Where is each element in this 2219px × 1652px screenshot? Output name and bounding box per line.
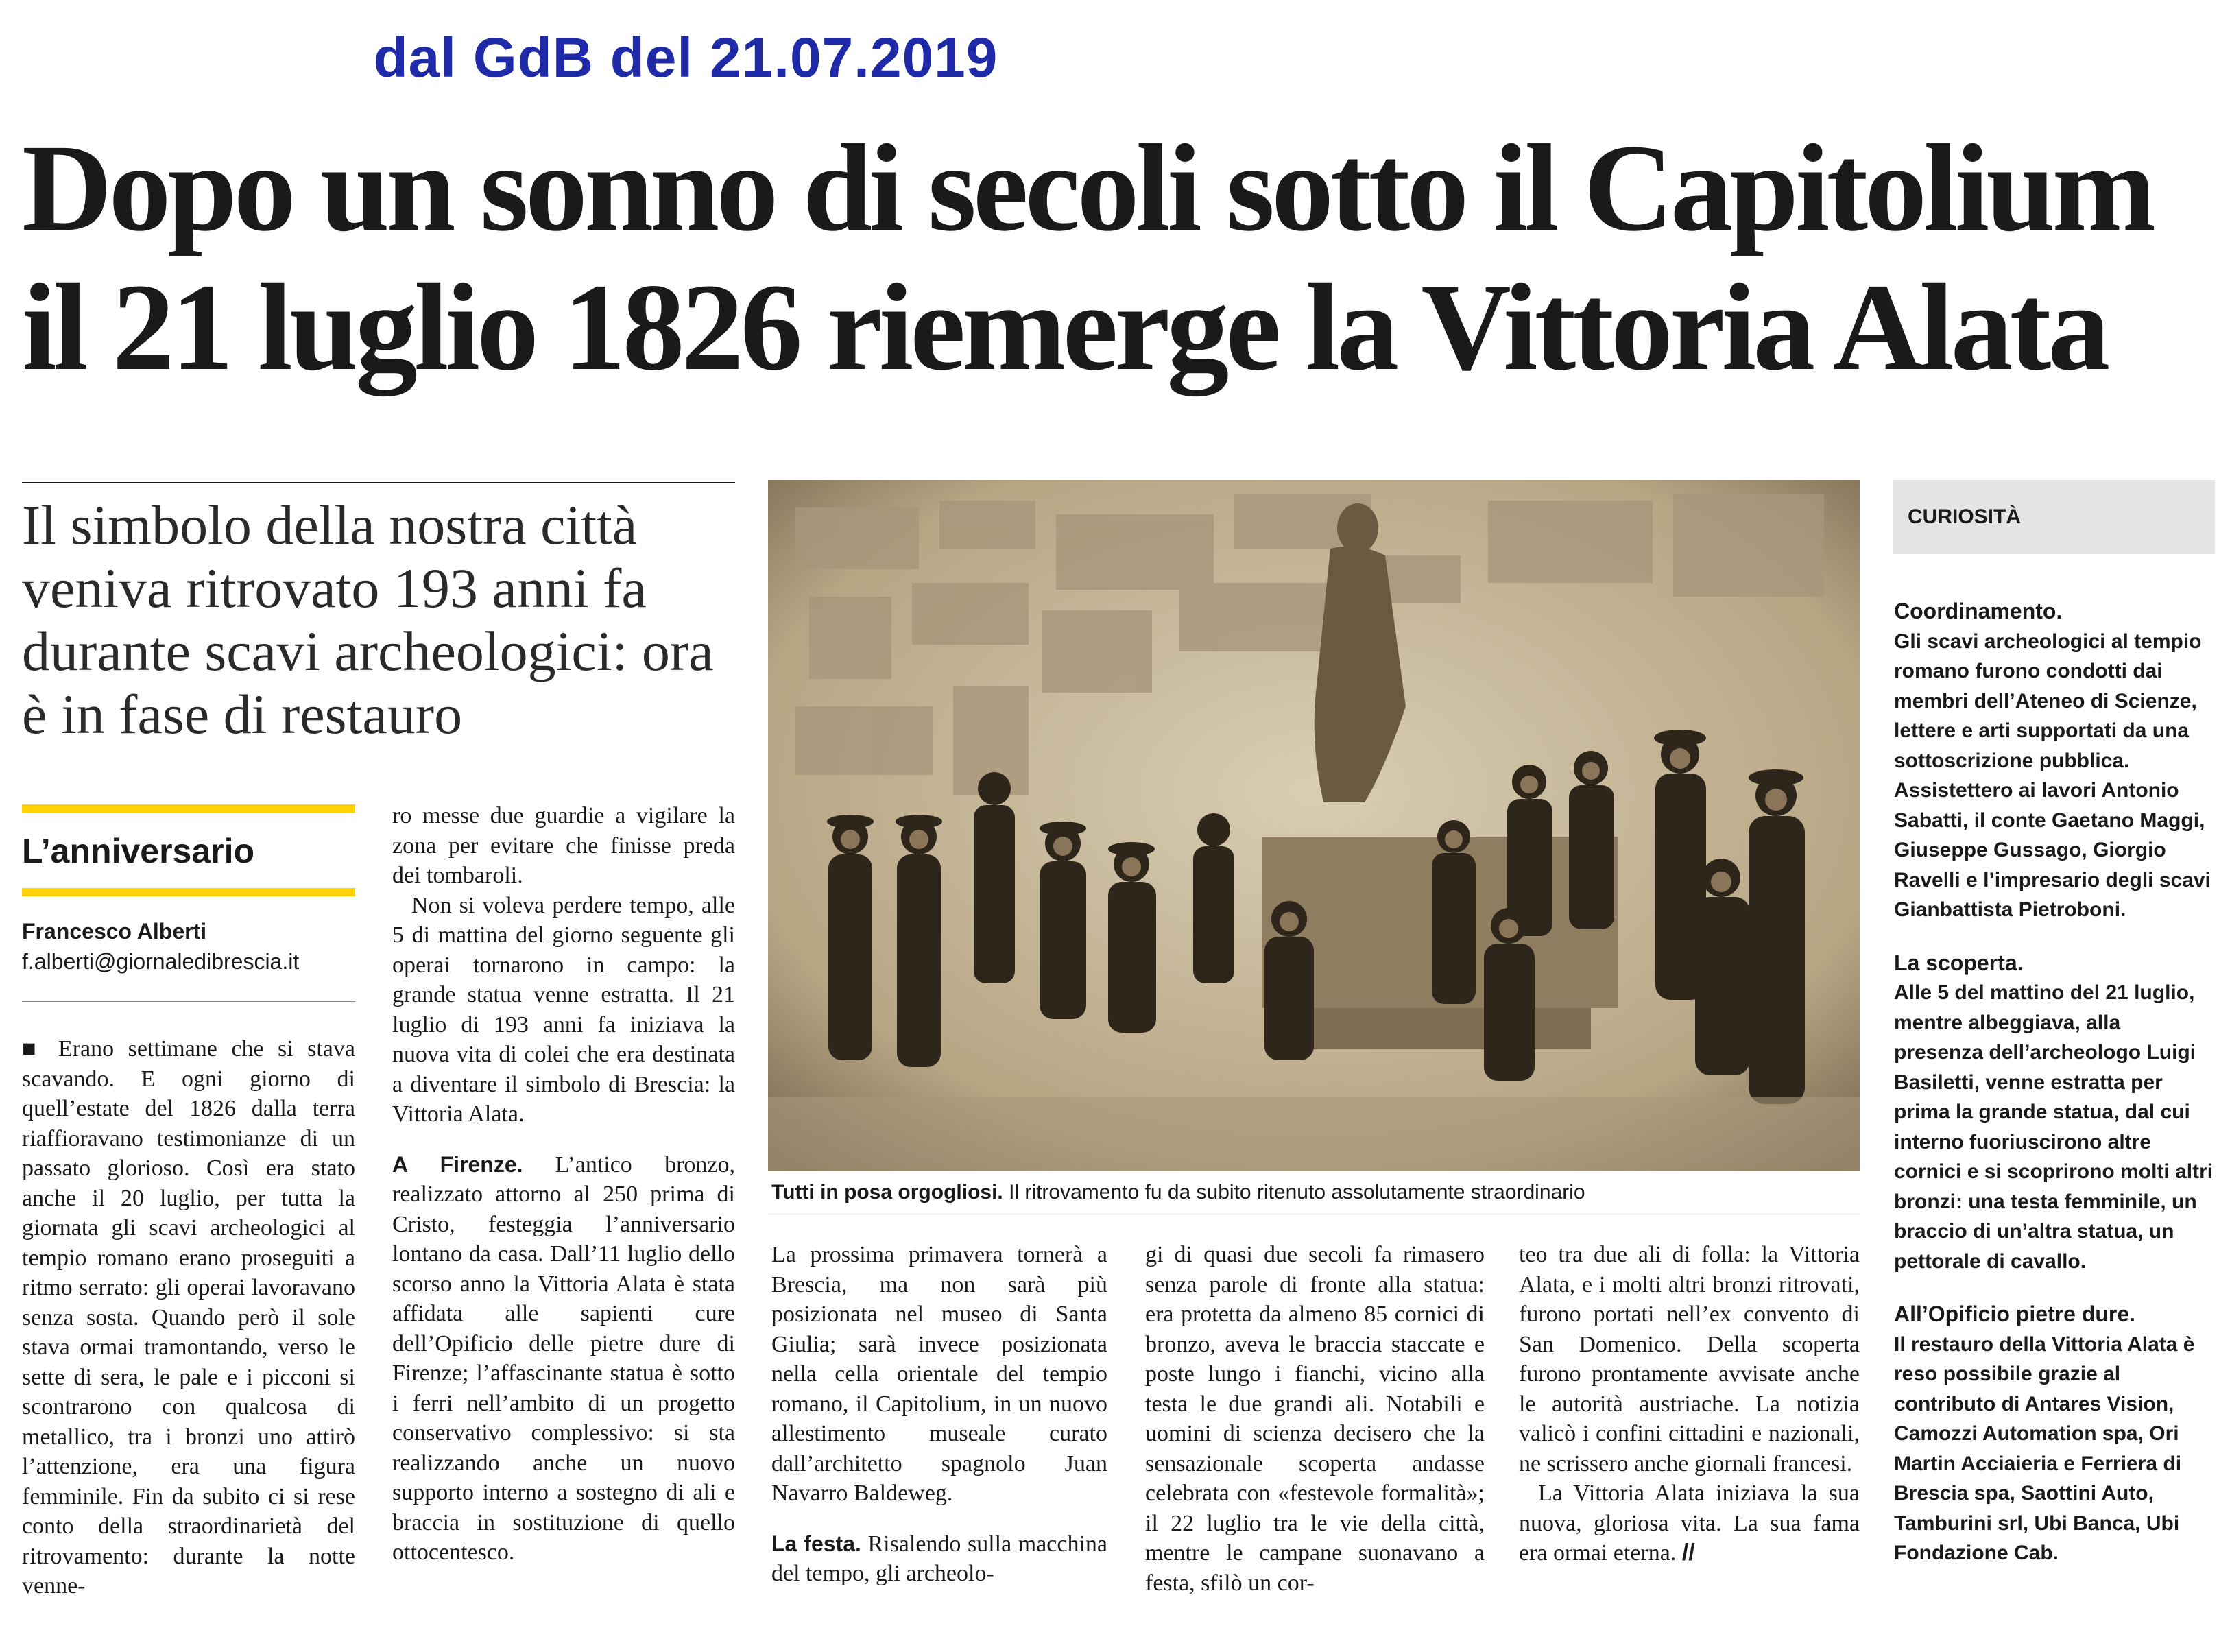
paragraph: ro messe due guardie a vigilare la zona per evitare che finisse preda dei tombaroli.	[392, 803, 735, 888]
paragraph	[392, 1150, 735, 1568]
article-column-5	[1519, 1240, 1860, 1568]
paragraph-lead: A Firenze.	[392, 1151, 523, 1177]
photo-caption	[771, 1181, 1585, 1204]
sidebar-item-text: Alle 5 del mattino del 21 luglio, mentre albeggiava, alla presenza dell’archeologo Luigi Basiletti, venne estratta per prima la grande statua, dal cui interno fuoriuscirono altre cornici e si scoprirono molti altri bronzi: una testa femminile, un braccio di un’altra statua, un pettorale di cavallo.	[1894, 981, 2214, 1273]
paragraph	[771, 1529, 1107, 1589]
paragraph: Non si voleva perdere tempo, alle 5 di mattina del giorno seguente gli operai tornarono in campo: la grande statua venne estratta. Il 21 luglio di 193 anni fa iniziava la nuova vita di colei che era destinata a diventare il simbolo di Brescia: la Vittoria Alata.	[392, 892, 735, 1127]
sidebar-item-title: La scoperta.	[1894, 950, 2024, 975]
paragraph-lead: La festa.	[771, 1531, 861, 1556]
article-column-3	[771, 1240, 1107, 1589]
paragraph-marker: ■	[22, 1036, 45, 1062]
subheadline: Il simbolo della nostra città veniva ritrovato 193 anni fa durante scavi archeologici: ora è in fase di restauro	[22, 494, 714, 745]
photo-illustration	[768, 480, 1860, 1171]
paragraph	[22, 1034, 355, 1601]
headline-line-1: Dopo un sonno di secoli sotto il Capitolium	[22, 119, 2153, 257]
paragraph: teo tra due ali di folla: la Vittoria Alata, e i molti altri bronzi ritrovati, furono portati nell’ex convento di San Domenico. Della scoperta furono prontamente avvisate anche le autorità austriache. La notizia valicò i confini cittadini e nazionali, ne scrissero anche giornali francesi.	[1519, 1242, 1860, 1476]
headline-line-2: il 21 luglio 1826 riemerge la Vittoria Alata	[22, 259, 2107, 396]
article-column-4	[1145, 1240, 1485, 1598]
author-email: f.alberti@giornaledibrescia.it	[22, 949, 300, 974]
end-mark: //	[1681, 1540, 1695, 1566]
source-line: dal GdB del 21.07.2019	[373, 27, 998, 89]
section-rule-bottom	[22, 888, 355, 896]
paragraph: gi di quasi due secoli fa rimasero senza parole di fronte alla statua: era protetta da almeno 85 cornici di bronzo, aveva le braccia staccate e poste lungo i fianchi, vicino alla testa le due grandi ali. Notabili e uomini di scienza decisero che la sensazionale scoperta andasse celebrata con «festevole formalità»; il 22 luglio tra le vie della città, mentre le campane suonavano a festa, sfilò un cor-	[1145, 1242, 1485, 1596]
paragraph	[1519, 1479, 1860, 1568]
sidebar-item-title: All’Opificio pietre dure.	[1894, 1302, 2136, 1326]
historic-group-photo	[768, 480, 1860, 1171]
article-column-2	[392, 801, 735, 1568]
byline-rule	[22, 1001, 355, 1002]
subhead-rule	[22, 482, 735, 483]
paragraph-text: Erano settimane che si stava scavando. E ogni giorno di quell’estate del 1826 dalla terra riaffioravano testimonianze di un passato glorioso. Così era stato anche il 20 luglio, per tutta la giornata gli scavi archeologici al tempio romano erano proseguiti a ritmo serrato: gli operai lavoravano senza sosta. Quando però il sole stava ormai tramontando, verso le sette di sera, le pale e i picconi si scontrarono con qualcosa di metallico, tra i bronzi uno attirò l’attenzione, era una figura femminile. Fin da subito ci si rese conto della straordinarietà del ritrovamento: durante la notte venne-	[22, 1036, 355, 1599]
article-column-1	[22, 1034, 355, 1601]
paragraph: La prossima primavera tornerà a Brescia, ma non sarà più posizionata nel museo di Santa Giulia; sarà invece posizionata nella cella orientale del tempio romano, il Capitolium, in un nuovo allestimento museale curato dall’architetto spagnolo Juan Navarro Baldeweg.	[771, 1242, 1107, 1506]
sidebar-item-text: Gli scavi archeologici al tempio romano furono condotti dai membri dell’Ateneo di Scienze, lettere e arti supportati da una sottoscrizione pubblica. Assistettero ai lavori Antonio Sabatti, il conte Gaetano Maggi, Giuseppe Gussago, Giorgio Ravelli e l’impresario degli scavi Gianbattista Pietroboni.	[1894, 630, 2211, 921]
sidebar-item-title: Coordinamento.	[1894, 599, 2063, 623]
curiosity-sidebar	[1893, 480, 2215, 1568]
caption-text: Il ritrovamento fu da subito ritenuto assolutamente straordinario	[1009, 1181, 1585, 1204]
author-name: Francesco Alberti	[22, 919, 207, 944]
sidebar-header: CURIOSITÀ	[1893, 480, 2215, 554]
paragraph-text: Risalendo sulla macchina del tempo, gli archeolo-	[771, 1531, 1108, 1586]
sidebar-body	[1893, 597, 2215, 1568]
caption-lead: Tutti in posa orgogliosi.	[771, 1181, 1003, 1204]
section-label: L’anniversario	[22, 832, 255, 870]
section-rule-top	[22, 804, 355, 813]
paragraph-text: L’antico bronzo, realizzato attorno al 250 prima di Cristo, festeggia l’anniversario lontano da casa. Dall’11 luglio dello scorso anno la Vittoria Alata è stata affidata alle sapienti cure dell’Opificio delle pietre dure di Firenze; l’affascinante statua è sotto i ferri nell’ambito di un progetto conservativo complessivo: si sta realizzando anche un nuovo supporto interno a sostegno di ali e braccia in sostituzione di quello ottocentesco.	[392, 1151, 735, 1565]
sidebar-item-text: Il restauro della Vittoria Alata è reso possibile grazie al contributo di Antares Vision, Camozzi Automation spa, Ori Martin Acciaieria e Ferriera di Brescia spa, Saottini Auto, Tamburini srl, Ubi Banca, Ubi Fondazione Cab.	[1894, 1332, 2195, 1564]
paragraph-text: La Vittoria Alata iniziava la sua nuova, gloriosa vita. La sua fama era ormai eterna.	[1519, 1481, 1860, 1566]
